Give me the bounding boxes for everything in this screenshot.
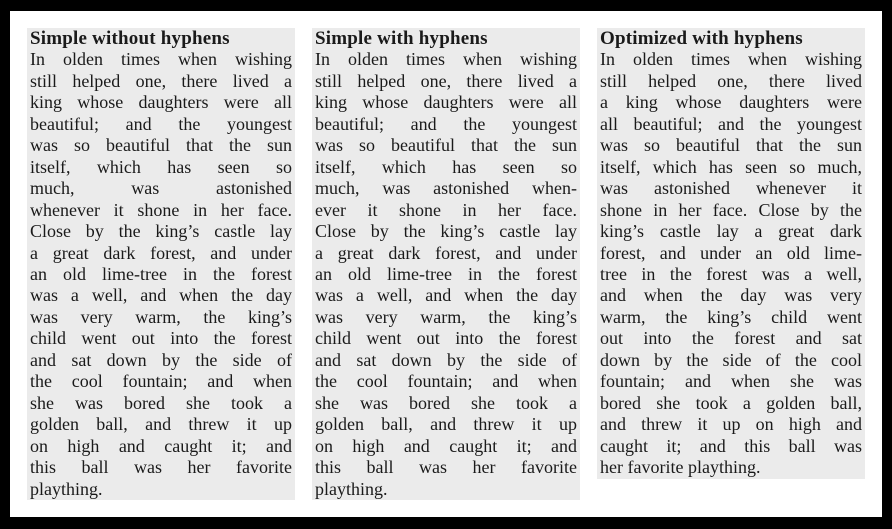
text-line: on high and caught it; and bbox=[315, 435, 577, 456]
text-line: fountain; and when she was bbox=[600, 371, 862, 392]
text-line: all beautiful; and the youngest bbox=[600, 113, 862, 134]
text-line: golden ball, and threw it up bbox=[315, 414, 577, 435]
text-line: and sat down by the side of bbox=[315, 349, 577, 370]
text-line: whenever it shone in her face. bbox=[30, 199, 292, 220]
text-line: was so beautiful that the sun bbox=[30, 135, 292, 156]
text-line: was a well, and when the day bbox=[315, 285, 577, 306]
text-line: plaything. bbox=[30, 478, 103, 499]
column-simple-without-hyphens bbox=[27, 28, 295, 500]
text-line: a great dark forest, and under bbox=[315, 242, 577, 263]
text-line: was very warm, the king’s bbox=[30, 306, 292, 327]
text-line: out into the forest and sat bbox=[600, 328, 862, 349]
text-line: king whose daughters were all bbox=[315, 92, 577, 113]
text-line: and when the day was very bbox=[600, 285, 862, 306]
text-line: much, was astonished when- bbox=[315, 178, 577, 199]
text-line: ever it shone in her face. bbox=[315, 199, 577, 220]
text-line: itself, which has seen so bbox=[315, 156, 577, 177]
column-heading: Simple without hyphens bbox=[30, 28, 230, 49]
text-line: golden ball, and threw it up bbox=[30, 414, 292, 435]
text-line: an old lime-tree in the forest bbox=[30, 263, 292, 284]
text-line: plaything. bbox=[315, 478, 388, 499]
text-line: Close by the king’s castle lay bbox=[30, 221, 292, 242]
text-line: she was bored she took a bbox=[315, 392, 577, 413]
text-line: still helped one, there lived a bbox=[315, 70, 577, 91]
column-simple-with-hyphens bbox=[312, 28, 580, 500]
text-line: was a well, and when the day bbox=[30, 285, 292, 306]
text-line: child went out into the forest bbox=[315, 328, 577, 349]
text-line: itself, which has seen so bbox=[30, 156, 292, 177]
text-line: In olden times when wishing bbox=[600, 49, 862, 70]
columns bbox=[27, 28, 865, 500]
text-line: her favorite plaything. bbox=[600, 457, 761, 478]
text-line: was very warm, the king’s bbox=[315, 306, 577, 327]
text-line: beautiful; and the youngest bbox=[30, 113, 292, 134]
column-heading: Optimized with hyphens bbox=[600, 28, 803, 49]
text-line: an old lime-tree in the forest bbox=[315, 263, 577, 284]
text-line: the cool fountain; and when bbox=[315, 371, 577, 392]
text-line: In olden times when wishing bbox=[30, 49, 292, 70]
text-line: caught it; and this ball was bbox=[600, 435, 862, 456]
text-line: the cool fountain; and when bbox=[30, 371, 292, 392]
text-line: still helped one, there lived a bbox=[30, 70, 292, 91]
text-line: itself, which has seen so much, bbox=[600, 156, 862, 177]
text-line: king’s castle lay a great dark bbox=[600, 221, 862, 242]
text-line: child went out into the forest bbox=[30, 328, 292, 349]
text-line: was astonished whenever it bbox=[600, 178, 862, 199]
text-line: was so beautiful that the sun bbox=[600, 135, 862, 156]
text-line: this ball was her favorite bbox=[315, 457, 577, 478]
text-line: bored she took a golden ball, bbox=[600, 392, 862, 413]
text-line: much, was astonished bbox=[30, 178, 292, 199]
text-line: on high and caught it; and bbox=[30, 435, 292, 456]
text-line: shone in her face. Close by the bbox=[600, 199, 862, 220]
text-line: forest, and under an old lime- bbox=[600, 242, 862, 263]
paper-page bbox=[10, 11, 882, 517]
text-line: a great dark forest, and under bbox=[30, 242, 292, 263]
text-line: a king whose daughters were bbox=[600, 92, 862, 113]
text-line: king whose daughters were all bbox=[30, 92, 292, 113]
text-line: down by the side of the cool bbox=[600, 349, 862, 370]
text-line: was so beautiful that the sun bbox=[315, 135, 577, 156]
text-line: warm, the king’s child went bbox=[600, 306, 862, 327]
column-optimized-with-hyphens bbox=[597, 28, 865, 479]
text-line: she was bored she took a bbox=[30, 392, 292, 413]
text-line: In olden times when wishing bbox=[315, 49, 577, 70]
column-heading: Simple with hyphens bbox=[315, 28, 488, 49]
text-line: and sat down by the side of bbox=[30, 349, 292, 370]
text-line: tree in the forest was a well, bbox=[600, 263, 862, 284]
text-line: Close by the king’s castle lay bbox=[315, 221, 577, 242]
text-line: and threw it up on high and bbox=[600, 414, 862, 435]
text-line: this ball was her favorite bbox=[30, 457, 292, 478]
text-line: beautiful; and the youngest bbox=[315, 113, 577, 134]
text-line: still helped one, there lived bbox=[600, 70, 862, 91]
